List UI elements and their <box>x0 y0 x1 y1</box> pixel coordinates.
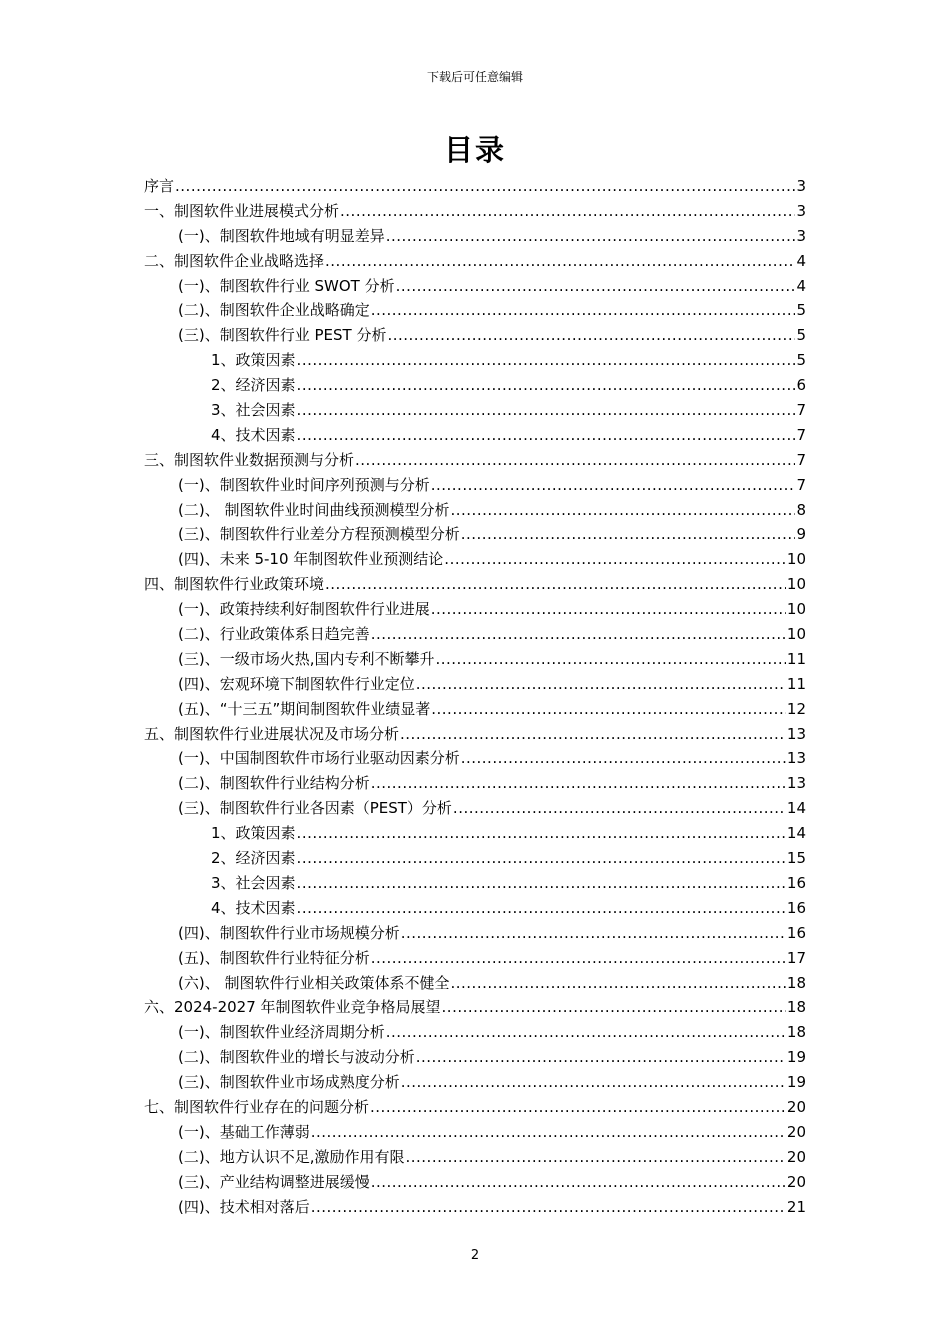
toc-entry-title: 序言 <box>144 177 175 195</box>
toc-entry-page: 17 <box>786 948 806 967</box>
toc-dot-leader <box>416 672 786 697</box>
toc-entry-page: 14 <box>786 824 806 843</box>
toc-entry[interactable] <box>144 1045 806 1070</box>
toc-entry-page: 10 <box>786 550 806 569</box>
toc-entry[interactable] <box>144 274 806 299</box>
toc-entry-page: 18 <box>786 1023 806 1042</box>
toc-dot-leader <box>435 647 785 672</box>
toc-dot-leader <box>461 522 796 547</box>
toc-dot-leader <box>175 174 795 199</box>
toc-entry-title: (五)、“十三五”期间制图软件业绩显著 <box>178 699 431 718</box>
toc-entry[interactable] <box>144 946 806 971</box>
toc-entry-title: 1、政策因素 <box>211 824 296 843</box>
toc-entry-title: (二)、地方认识不足,激励作用有限 <box>178 1147 405 1166</box>
toc-dot-leader <box>401 1070 786 1095</box>
toc-entry[interactable] <box>144 1170 806 1195</box>
header-note: 下载后可任意编辑 <box>426 70 523 84</box>
toc-dot-leader <box>297 846 786 871</box>
toc-entry[interactable] <box>144 821 806 846</box>
toc-entry-page: 7 <box>796 450 806 469</box>
toc-dot-leader <box>297 871 786 896</box>
toc-entry-title: (三)、产业结构调整进展缓慢 <box>178 1172 370 1191</box>
toc-entry[interactable] <box>144 1145 806 1170</box>
toc-entry[interactable] <box>144 298 806 323</box>
toc-entry-page: 7 <box>796 425 806 444</box>
toc-entry-title: 四、制图软件行业政策环境 <box>144 575 325 594</box>
toc-dot-leader <box>400 722 786 747</box>
toc-entry-title: (一)、制图软件业时间序列预测与分析 <box>178 475 430 494</box>
toc-entry[interactable] <box>144 473 806 498</box>
toc-dot-leader <box>431 697 786 722</box>
toc-dot-leader <box>442 995 786 1020</box>
toc-dot-leader <box>325 572 786 597</box>
toc-entry-title: (二)、制图软件行业结构分析 <box>178 774 370 793</box>
toc-entry-page: 19 <box>786 1048 806 1067</box>
toc-entry-title: 3、社会因素 <box>211 873 296 892</box>
toc-entry-page: 11 <box>786 674 806 693</box>
toc-entry[interactable] <box>144 871 806 896</box>
toc-dot-leader <box>450 498 795 523</box>
toc-entry[interactable] <box>144 522 806 547</box>
toc-entry-title: 六、2024-2027 年制图软件业竞争格局展望 <box>144 998 441 1017</box>
toc-entry[interactable] <box>144 174 806 199</box>
toc-entry-page: 5 <box>796 301 806 320</box>
page-number: 2 <box>470 1248 480 1263</box>
toc-entry-page: 18 <box>786 998 806 1017</box>
toc-entry-title: (四)、技术相对落后 <box>178 1197 310 1216</box>
toc-entry-title: (三)、一级市场火热,国内专利不断攀升 <box>178 649 435 668</box>
toc-entry-page: 16 <box>786 873 806 892</box>
toc-entry-title: 七、制图软件行业存在的问题分析 <box>144 1097 370 1116</box>
toc-entry-title: 二、制图软件企业战略选择 <box>144 251 325 270</box>
toc-dot-leader <box>297 423 796 448</box>
toc-entry[interactable] <box>144 722 806 747</box>
toc-entry-title: 五、制图软件行业进展状况及市场分析 <box>144 724 400 743</box>
toc-entry-page: 5 <box>796 326 806 345</box>
toc-entry-page: 8 <box>796 500 806 519</box>
toc-entry[interactable] <box>144 771 806 796</box>
toc-entry[interactable] <box>144 622 806 647</box>
toc-entry-title: (一)、制图软件业经济周期分析 <box>178 1023 385 1042</box>
toc-entry-page: 15 <box>786 849 806 868</box>
toc-entry-title: 2、经济因素 <box>211 376 296 395</box>
toc-entry-title: 1、政策因素 <box>211 351 296 370</box>
toc-dot-leader <box>444 547 786 572</box>
toc-entry[interactable] <box>144 547 806 572</box>
toc-entry-title: 一、制图软件业进展模式分析 <box>144 201 340 220</box>
toc-entry-page: 11 <box>786 649 806 668</box>
toc-entry-page: 10 <box>786 625 806 644</box>
toc-entry-title: 4、技术因素 <box>211 898 296 917</box>
toc-entry-title: (三)、制图软件行业 PEST 分析 <box>178 326 387 345</box>
toc-dot-leader <box>355 448 795 473</box>
toc-entry-page: 7 <box>796 401 806 420</box>
toc-entry-title: 3、社会因素 <box>211 401 296 420</box>
toc-entry[interactable] <box>144 448 806 473</box>
toc-entry-page: 3 <box>796 226 806 245</box>
toc-entry-title: (二)、 制图软件业时间曲线预测模型分析 <box>178 500 450 519</box>
toc-entry[interactable] <box>144 398 806 423</box>
toc-dot-leader <box>340 199 795 224</box>
toc-entry[interactable] <box>144 498 806 523</box>
toc-entry[interactable] <box>144 572 806 597</box>
toc-entry-page: 3 <box>796 201 806 220</box>
toc-dot-leader <box>297 373 796 398</box>
toc-entry[interactable] <box>144 1095 806 1120</box>
toc-entry-page: 3 <box>796 177 806 195</box>
toc-entry-title: (一)、政策持续利好制图软件行业进展 <box>178 600 430 619</box>
toc-dot-leader <box>416 1045 786 1070</box>
toc-dot-leader <box>371 771 786 796</box>
toc-entry[interactable] <box>144 224 806 249</box>
toc-dot-leader <box>297 821 786 846</box>
toc-entry-page: 12 <box>786 699 806 718</box>
toc-entry-title: (三)、制图软件行业各因素（PEST）分析 <box>178 799 452 818</box>
toc-entry[interactable] <box>144 249 806 274</box>
toc-entry[interactable] <box>144 647 806 672</box>
toc-entry-page: 7 <box>796 475 806 494</box>
toc-entry-page: 16 <box>786 923 806 942</box>
toc-entry-page: 4 <box>796 276 806 295</box>
toc-entry[interactable] <box>144 323 806 348</box>
toc-dot-leader <box>396 274 796 299</box>
toc-dot-leader <box>453 796 786 821</box>
toc-entry-page: 20 <box>786 1147 806 1166</box>
toc-entry-page: 20 <box>786 1122 806 1141</box>
toc-dot-leader <box>386 224 796 249</box>
toc-entry[interactable] <box>144 796 806 821</box>
toc-entry[interactable] <box>144 199 806 224</box>
toc-entry[interactable] <box>144 995 806 1020</box>
toc-dot-leader <box>431 597 786 622</box>
toc-entry-title: (四)、宏观环境下制图软件行业定位 <box>178 674 415 693</box>
toc-entry[interactable] <box>144 746 806 771</box>
toc-entry-title: (六)、 制图软件行业相关政策体系不健全 <box>178 973 450 992</box>
toc-entry-title: (一)、制图软件行业 SWOT 分析 <box>178 276 395 295</box>
toc-entry-page: 20 <box>786 1097 806 1116</box>
toc-dot-leader <box>387 323 795 348</box>
toc-entry-page: 9 <box>796 525 806 544</box>
toc-entry-page: 6 <box>796 376 806 395</box>
toc-entry[interactable] <box>144 1120 806 1145</box>
toc-entry-page: 13 <box>786 774 806 793</box>
toc-entry-page: 20 <box>786 1172 806 1191</box>
toc-dot-leader <box>461 746 786 771</box>
toc-entry-page: 13 <box>786 749 806 768</box>
toc-entry-title: 4、技术因素 <box>211 425 296 444</box>
toc-entry-title: (一)、中国制图软件市场行业驱动因素分析 <box>178 749 460 768</box>
toc-entry-title: (四)、制图软件行业市场规模分析 <box>178 923 400 942</box>
toc-entry-title: (四)、未来 5-10 年制图软件业预测结论 <box>178 550 444 569</box>
toc-entry[interactable] <box>144 423 806 448</box>
toc-entry-title: 2、经济因素 <box>211 849 296 868</box>
toc-dot-leader <box>311 1120 786 1145</box>
toc-dot-leader <box>371 622 786 647</box>
toc-entry-page: 5 <box>796 351 806 370</box>
toc-entry-page: 21 <box>786 1197 806 1216</box>
toc-entry-title: (一)、基础工作薄弱 <box>178 1122 310 1141</box>
toc-entry-title: (二)、制图软件业的增长与波动分析 <box>178 1048 415 1067</box>
toc-dot-leader <box>370 1095 786 1120</box>
toc-entry-title: (三)、制图软件行业差分方程预测模型分析 <box>178 525 460 544</box>
toc-dot-leader <box>371 298 796 323</box>
toc-entry[interactable] <box>144 697 806 722</box>
toc-entry-page: 18 <box>786 973 806 992</box>
toc-entry[interactable] <box>144 1020 806 1045</box>
toc-dot-leader <box>311 1195 786 1220</box>
toc-dot-leader <box>325 249 795 274</box>
toc-entry-page: 13 <box>786 724 806 743</box>
toc-dot-leader <box>431 473 796 498</box>
toc-entry[interactable] <box>144 672 806 697</box>
toc-entry[interactable] <box>144 1195 806 1220</box>
toc-entry-title: 三、制图软件业数据预测与分析 <box>144 450 355 469</box>
toc-entry[interactable] <box>144 921 806 946</box>
toc-entry[interactable] <box>144 597 806 622</box>
toc-entry-page: 10 <box>786 575 806 594</box>
toc-entry-page: 4 <box>796 251 806 270</box>
toc-entry[interactable] <box>144 896 806 921</box>
toc-dot-leader <box>297 348 796 373</box>
toc-entry-title: (三)、制图软件业市场成熟度分析 <box>178 1073 400 1092</box>
toc-entry-page: 14 <box>786 799 806 818</box>
toc-entry[interactable] <box>144 373 806 398</box>
page-title: 目录 <box>443 133 506 167</box>
toc-entry[interactable] <box>144 348 806 373</box>
toc-entry-title: (一)、制图软件地域有明显差异 <box>178 226 385 245</box>
toc-entry-page: 19 <box>786 1073 806 1092</box>
toc-dot-leader <box>297 896 786 921</box>
toc-entry-title: (五)、制图软件行业特征分析 <box>178 948 370 967</box>
toc-dot-leader <box>371 946 786 971</box>
toc-dot-leader <box>297 398 796 423</box>
table-of-contents <box>144 174 806 1219</box>
toc-dot-leader <box>401 921 786 946</box>
toc-entry[interactable] <box>144 1070 806 1095</box>
toc-dot-leader <box>386 1020 786 1045</box>
toc-entry[interactable] <box>144 846 806 871</box>
toc-dot-leader <box>405 1145 785 1170</box>
toc-entry-page: 10 <box>786 600 806 619</box>
toc-entry-title: (二)、制图软件企业战略确定 <box>178 301 370 320</box>
toc-dot-leader <box>450 971 785 996</box>
toc-entry[interactable] <box>144 971 806 996</box>
toc-entry-title: (二)、行业政策体系日趋完善 <box>178 625 370 644</box>
toc-entry-page: 16 <box>786 898 806 917</box>
toc-dot-leader <box>371 1170 786 1195</box>
